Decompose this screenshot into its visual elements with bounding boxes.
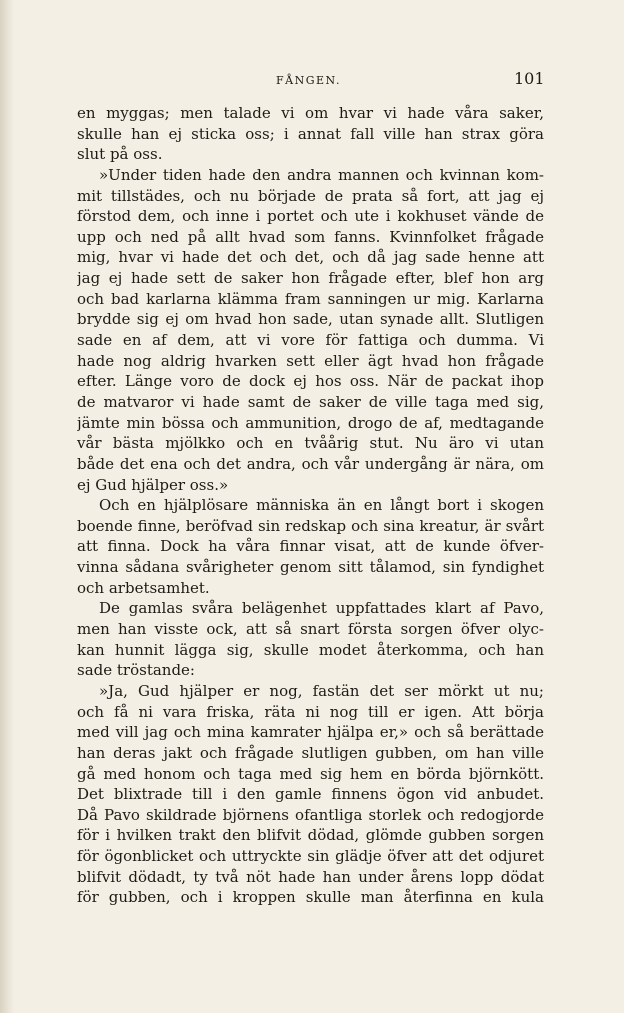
text-line: Och en hjälplösare människa än en långt bort i skogen xyxy=(99,496,544,515)
text-line: mig, hvar vi hade det och det, och då jag sade henne att xyxy=(77,248,544,267)
text-line: en myggas; men talade vi om hvar vi hade våra saker, xyxy=(77,104,544,122)
text-line: ej Gud hjälper oss.» xyxy=(77,475,229,494)
text-line: slut på oss. xyxy=(77,145,163,164)
text-line: att finna. Dock ha våra finnar visat, att de kunde öfver- xyxy=(77,537,544,556)
text-line: både det ena och det andra, och vår undergång är nära, om xyxy=(77,454,544,473)
text-line: gå med honom och taga med sig hem en börda björnkött. xyxy=(77,764,544,783)
text-line: efter. Länge voro de dock ej hos oss. När de packat ihop xyxy=(77,372,544,391)
binding-shadow xyxy=(0,0,14,1013)
text-line: kan hunnit lägga sig, skulle modet återkomma, och han xyxy=(77,640,544,659)
text-line: upp och ned på allt hvad som fanns. Kvinnfolket frågade xyxy=(77,227,544,246)
text-line: för ögonblicket och uttryckte sin glädje öfver att det odjuret xyxy=(77,847,544,866)
text-line: men han visste ock, att så snart första sorgen öfver olyc- xyxy=(77,620,544,639)
page-number: 101 xyxy=(514,69,545,88)
text-line: vinna sådana svårigheter genom sitt tålamod, sin fyndighet xyxy=(77,558,544,577)
text-line: »Under tiden hade den andra mannen och kvinnan kom- xyxy=(99,165,544,184)
text-line: hade nog aldrig hvarken sett eller ägt hvad hon frågade xyxy=(77,351,544,370)
running-head: FÅNGEN. xyxy=(276,74,341,87)
text-line: blifvit dödadt, ty två nöt hade han under årens lopp dödat xyxy=(77,867,544,886)
text-line: mit tillstädes, och nu började de prata så fort, att jag ej xyxy=(77,186,544,205)
text-line: förstod dem, och inne i portet och ute i kokhuset vände de xyxy=(77,207,544,226)
text-line: skulle han ej sticka oss; i annat fall ville han strax göra xyxy=(77,124,544,143)
text-line: Då Pavo skildrade björnens ofantliga storlek och redogjorde xyxy=(77,805,544,824)
body-text xyxy=(77,103,544,908)
text-line: med vill jag och mina kamrater hjälpa er,» och så berättade xyxy=(77,723,544,742)
text-line: för i hvilken trakt den blifvit dödad, glömde gubben sorgen xyxy=(77,826,544,845)
text-line: och bad karlarna klämma fram sanningen ur mig. Karlarna xyxy=(77,289,544,308)
text-line: Det blixtrade till i den gamle finnens ögon vid anbudet. xyxy=(77,785,544,804)
text-line: jag ej hade sett de saker hon frågade efter, blef hon arg xyxy=(77,269,544,288)
text-line: brydde sig ej om hvad hon sade, utan synade allt. Slutligen xyxy=(77,310,544,329)
text-line: boende finne, beröfvad sin redskap och sina kreatur, är svårt xyxy=(77,516,544,535)
text-line: sade en af dem, att vi vore för fattiga och dumma. Vi xyxy=(77,331,544,350)
text-line: de matvaror vi hade samt de saker de ville taga med sig, xyxy=(77,392,544,411)
text-line: för gubben, och i kroppen skulle man återfinna en kula xyxy=(77,888,544,907)
text-line: De gamlas svåra belägenhet uppfattades klart af Pavo, xyxy=(99,599,544,618)
text-line: och arbetsamhet. xyxy=(77,578,210,597)
text-line: »Ja, Gud hjälper er nog, fastän det ser mörkt ut nu; xyxy=(99,681,544,700)
text-line: han deras jakt och frågade slutligen gubben, om han ville xyxy=(77,743,544,762)
text-line: och få ni vara friska, räta ni nog till er igen. Att börja xyxy=(77,702,544,721)
text-line: vår bästa mjölkko och en tvåårig stut. Nu äro vi utan xyxy=(77,434,544,453)
text-line: jämte min bössa och ammunition, drogo de af, medtagande xyxy=(77,413,544,432)
text-line: sade tröstande: xyxy=(77,661,195,680)
